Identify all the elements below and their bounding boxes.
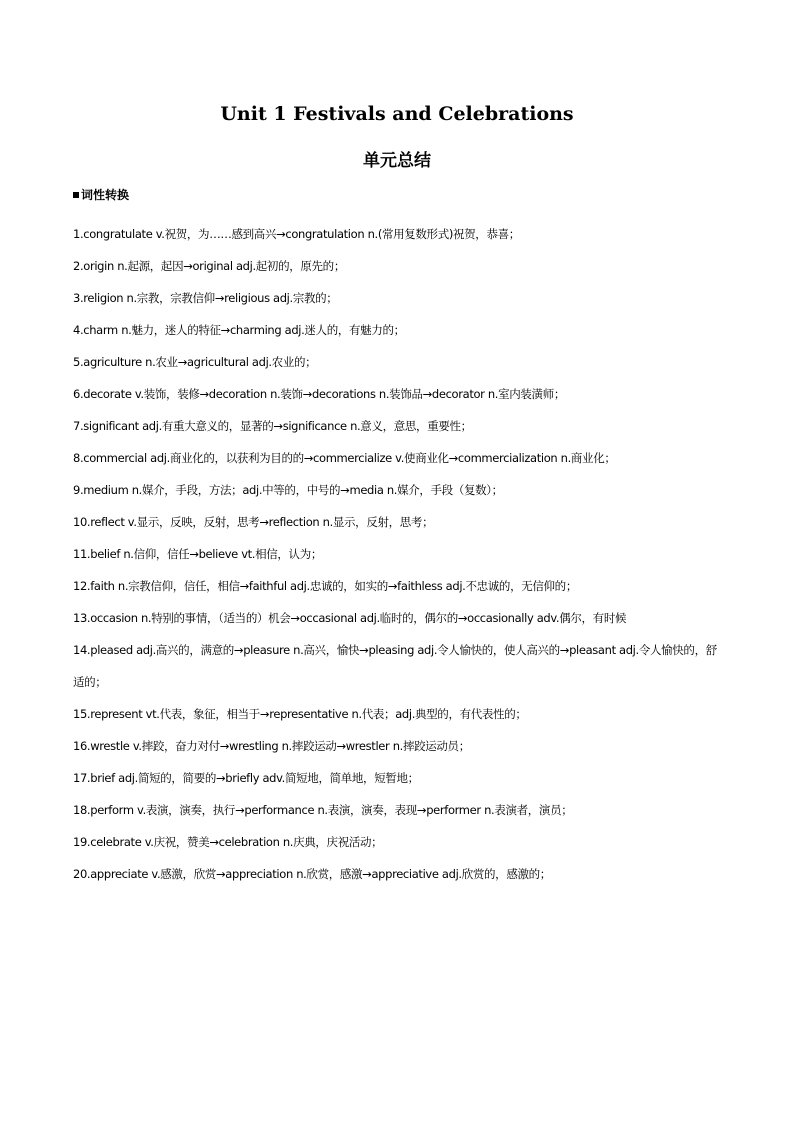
list-item: 19.celebrate v.庆祝，赞美→celebration n.庆典，庆祝活动；: [73, 835, 383, 849]
list-item: 8.commercial adj.商业化的，以获利为目的的→commercialize v.使商业化→commercialization n.商业化；: [73, 451, 616, 465]
list-item: 6.decorate v.装饰，装修→decoration n.装饰→decorations n.装饰品→decorator n.室内装潢师；: [73, 387, 565, 401]
list-item: 17.brief adj.简短的，简要的→briefly adv.简短地，简单地，短暂地；: [73, 771, 419, 785]
list-item: 10.reflect v.显示，反映，反射，思考→reflection n.显示，反射，思考；: [73, 515, 434, 529]
section-heading-label: 词性转换: [81, 188, 130, 202]
list-item: 16.wrestle v.摔跤，奋力对付→wrestling n.摔跤运动→wrestler n.摔跤运动员；: [73, 739, 470, 753]
list-item: 18.perform v.表演，演奏，执行→performance n.表演，演奏，表现→performer n.表演者，演员；: [73, 803, 573, 817]
list-item: 1.congratulate v.祝贺，为……感到高兴→congratulation n.(常用复数形式)祝贺，恭喜；: [73, 227, 520, 241]
list-item: 9.medium n.媒介，手段，方法；adj.中等的，中号的→media n.媒介，手段（复数）；: [73, 483, 503, 497]
list-item: 7.significant adj.有重大意义的，显著的→significance n.意义，意思，重要性；: [73, 419, 472, 433]
list-item: 4.charm n.魅力，迷人的特征→charming adj.迷人的，有魅力的；: [73, 323, 405, 337]
page-title: Unit 1 Festivals and Celebrations: [220, 103, 574, 125]
square-bullet-icon: [73, 192, 79, 198]
list-item: 15.represent vt.代表，象征，相当于→representative n.代表；adj.典型的，有代表性的；: [73, 707, 527, 721]
list-item: 12.faith n.宗教信仰，信任，相信→faithful adj.忠诚的，如实的→faithless adj.不忠诚的，无信仰的；: [73, 579, 577, 593]
list-item: 14.pleased adj.高兴的，满意的→pleasure n.高兴，愉快→pleasing adj.令人愉快的，使人高兴的→pleasant adj.令人愉快的，舒适的；: [73, 643, 717, 689]
list-item: 20.appreciate v.感激，欣赏→appreciation n.欣赏，感激→appreciative adj.欣赏的，感激的；: [73, 867, 551, 881]
list-item: 2.origin n.起源，起因→original adj.起初的，原先的；: [73, 259, 345, 273]
section-heading: [73, 186, 129, 203]
page-subtitle: 单元总结: [363, 151, 431, 171]
list-item: 13.occasion n.特别的事情，（适当的）机会→occasional adj.临时的，偶尔的→occasionally adv.偶尔，有时候: [73, 611, 627, 625]
list-item: 11.belief n.信仰，信任→believe vt.相信，认为；: [73, 547, 323, 561]
word-form-list: [73, 218, 733, 890]
list-item: 5.agriculture n.农业→agricultural adj.农业的；: [73, 355, 317, 369]
list-item: 3.religion n.宗教，宗教信仰→religious adj.宗教的；: [73, 291, 338, 305]
